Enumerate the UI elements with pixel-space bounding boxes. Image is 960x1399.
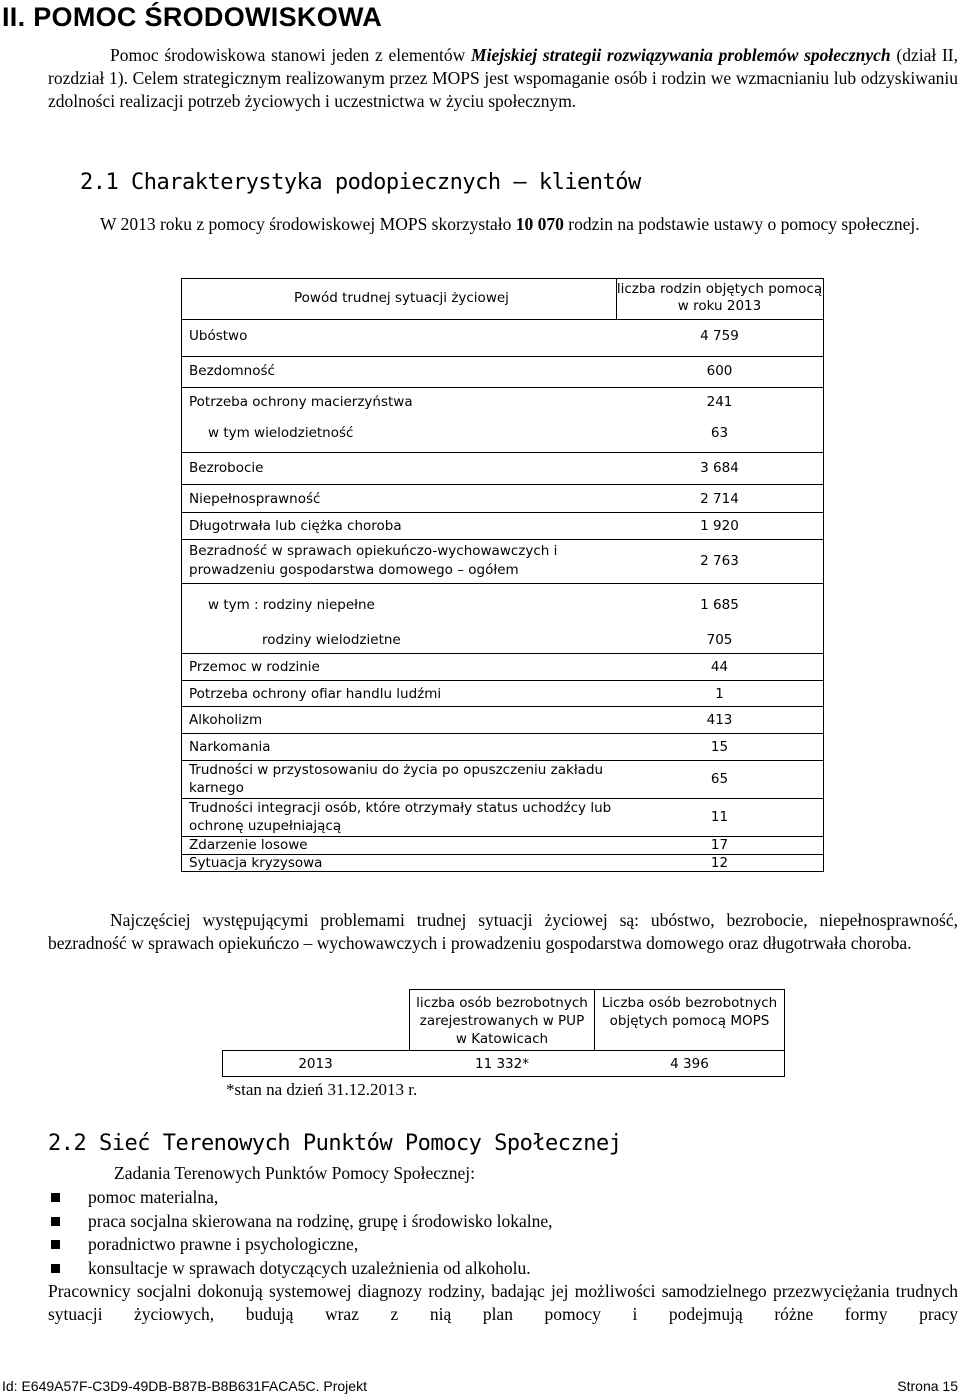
table-row-value: 2 763 bbox=[700, 553, 739, 569]
table-row-label: Alkoholizm bbox=[189, 712, 263, 728]
intro-text-a: Pomoc środowiskowa stanowi jeden z elementów bbox=[110, 45, 472, 65]
table2-col2-header-line1: Liczba osób bezrobotnych bbox=[601, 995, 778, 1011]
table-row-label: Długotrwała lub ciężka choroba bbox=[189, 518, 402, 534]
list-item-text: poradnictwo prawne i psychologiczne, bbox=[88, 1234, 359, 1254]
table-row-value: 1 920 bbox=[700, 518, 739, 534]
footer-page-number: Strona 15 bbox=[897, 1378, 958, 1394]
table-row-value: 63 bbox=[710, 425, 729, 441]
closing-paragraph: Pracownicy socjalni dokonują systemowej diagnozy rodziny, badając jej możliwości samodzielnego przezwyciężania trudnych sytuacji życiowych, budują wraz z nią plan pomocy i podejmują różne formy pracy bbox=[48, 1281, 958, 1324]
table2-year: 2013 bbox=[298, 1056, 333, 1072]
list-item bbox=[48, 1257, 553, 1281]
section-2-1-text-a: W 2013 roku z pomocy środowiskowej MOPS skorzystało bbox=[100, 214, 516, 234]
page-heading: II. POMOC ŚRODOWISKOWA bbox=[2, 2, 383, 32]
summary-paragraph bbox=[48, 909, 958, 955]
section-2-1-title: 2.1 Charakterystyka podopiecznych – klientów bbox=[80, 170, 641, 195]
table-row-value: 17 bbox=[710, 837, 729, 853]
table2-col2-header bbox=[594, 994, 785, 1030]
table-row-label-line2: ochronę uzupełniającą bbox=[189, 818, 342, 834]
table-row-value: 12 bbox=[710, 855, 729, 871]
summary-text: Najczęściej występującymi problemami trudnej sytuacji życiowej są: ubóstwo, bezrobocie, niepełnosprawność, bezradność w sprawach opiekuńczo – wychowawczych i prowadzeniu gospodarstwa domowego oraz długotrwała choroba. bbox=[48, 910, 958, 953]
table-row-value: 1 bbox=[715, 686, 724, 702]
table-row-value: 4 759 bbox=[700, 328, 739, 344]
table-row-label: rodziny wielodzietne bbox=[262, 632, 401, 648]
table-row-value: 11 bbox=[710, 809, 729, 825]
table-row-label: Bezrobocie bbox=[189, 460, 264, 476]
table-row-label: Potrzeba ochrony macierzyństwa bbox=[189, 394, 413, 410]
section-2-2-title: 2.2 Sieć Terenowych Punktów Pomocy Społecznej bbox=[48, 1131, 622, 1156]
section-2-1-text-b: rodzin na podstawie ustawy o pomocy społecznej. bbox=[563, 214, 920, 234]
table-row-value: 15 bbox=[710, 739, 729, 755]
table2-col1-header-line2: zarejestrowanych w PUP bbox=[419, 1013, 585, 1029]
table-row-value: 65 bbox=[710, 771, 729, 787]
table-row-label: Przemoc w rodzinie bbox=[189, 659, 320, 675]
table-row-value: 241 bbox=[706, 394, 733, 410]
col-header-count bbox=[616, 281, 823, 315]
table-row-value: 3 684 bbox=[700, 460, 739, 476]
table2-mops-unemployed: 4 396 bbox=[670, 1056, 709, 1072]
footer-document-id: Id: E649A57F-C3D9-49DB-B87B-B8B631FACA5C. Projekt bbox=[2, 1378, 367, 1394]
table-row-label: Potrzeba ochrony ofiar handlu ludźmi bbox=[189, 686, 442, 702]
list-item-text: pomoc materialna, bbox=[88, 1187, 219, 1207]
list-item bbox=[48, 1186, 553, 1210]
bullet-square-icon bbox=[51, 1217, 60, 1226]
table-row-label: w tym : rodziny niepełne bbox=[208, 597, 375, 613]
table-row-label: Zdarzenie losowe bbox=[189, 837, 308, 853]
reasons-table bbox=[181, 278, 824, 872]
bullet-square-icon bbox=[51, 1264, 60, 1273]
table-row-label: Bezradność w sprawach opiekuńczo-wychowawczych i bbox=[189, 543, 558, 559]
table-row-label-line2: karnego bbox=[189, 780, 244, 796]
list-item-text: konsultacje w sprawach dotyczących uzależnienia od alkoholu. bbox=[88, 1257, 531, 1278]
table2-col2-header-line2: objętych pomocą MOPS bbox=[609, 1013, 770, 1029]
families-total: 10 070 bbox=[515, 214, 564, 234]
list-item bbox=[48, 1233, 553, 1257]
table-row-value: 705 bbox=[706, 632, 733, 648]
table2-col1-header bbox=[409, 994, 595, 1048]
table2-col1-header-line3: w Katowicach bbox=[455, 1031, 549, 1047]
table-row-label: Trudności w przystosowaniu do życia po opuszczeniu zakładu bbox=[189, 762, 604, 778]
table-row-value: 600 bbox=[706, 363, 733, 379]
table2-registered-unemployed: 11 332* bbox=[475, 1056, 529, 1072]
table-row-value: 2 714 bbox=[700, 491, 739, 507]
table-row-label: Narkomania bbox=[189, 739, 271, 755]
table-row-value: 44 bbox=[710, 659, 729, 675]
intro-strategy-name: Miejskiej strategii rozwiązywania problemów społecznych bbox=[471, 45, 891, 65]
table-row-label: Ubóstwo bbox=[189, 328, 248, 344]
table2-footnote: *stan na dzień 31.12.2013 r. bbox=[226, 1080, 418, 1099]
table-row-value: 1 685 bbox=[700, 597, 739, 613]
section-2-1-paragraph bbox=[48, 213, 958, 236]
list-item-text: praca socjalna skierowana na rodzinę, grupę i środowisko lokalne, bbox=[88, 1210, 553, 1231]
table-row-label-line2: prowadzeniu gospodarstwa domowego – ogółem bbox=[189, 562, 519, 578]
tasks-list bbox=[48, 1186, 553, 1280]
table2-col1-header-line1: liczba osób bezrobotnych bbox=[416, 995, 588, 1011]
table-row-value: 413 bbox=[706, 712, 733, 728]
table-row-label: Bezdomność bbox=[189, 363, 275, 379]
bullet-square-icon bbox=[51, 1240, 60, 1249]
intro-paragraph bbox=[48, 44, 958, 113]
intro-text-b: (dział II, rozdział 1). Celem strategicznym realizowanym przez MOPS jest wspomaganie osób i rodzin we wzmacnianiu lub odzyskiwaniu zdolności realizacji potrzeb życiowych i uczestnictwa w życiu społecznym. bbox=[48, 45, 958, 111]
section-2-2-lead: Zadania Terenowych Punktów Pomocy Społecznej: bbox=[114, 1163, 476, 1183]
table-row-label: Trudności integracji osób, które otrzymały status uchodźcy lub bbox=[189, 800, 612, 816]
table-row-label: Sytuacja kryzysowa bbox=[189, 855, 323, 871]
bullet-square-icon bbox=[51, 1193, 60, 1202]
col-header-count-line2: w roku 2013 bbox=[677, 298, 762, 314]
table-row-label: w tym wielodzietność bbox=[208, 425, 354, 441]
col-header-count-line1: liczba rodzin objętych pomocą bbox=[616, 281, 823, 297]
list-item bbox=[48, 1210, 553, 1234]
col-header-reason: Powód trudnej sytuacji życiowej bbox=[294, 290, 509, 306]
table-row-label: Niepełnosprawność bbox=[189, 491, 321, 507]
